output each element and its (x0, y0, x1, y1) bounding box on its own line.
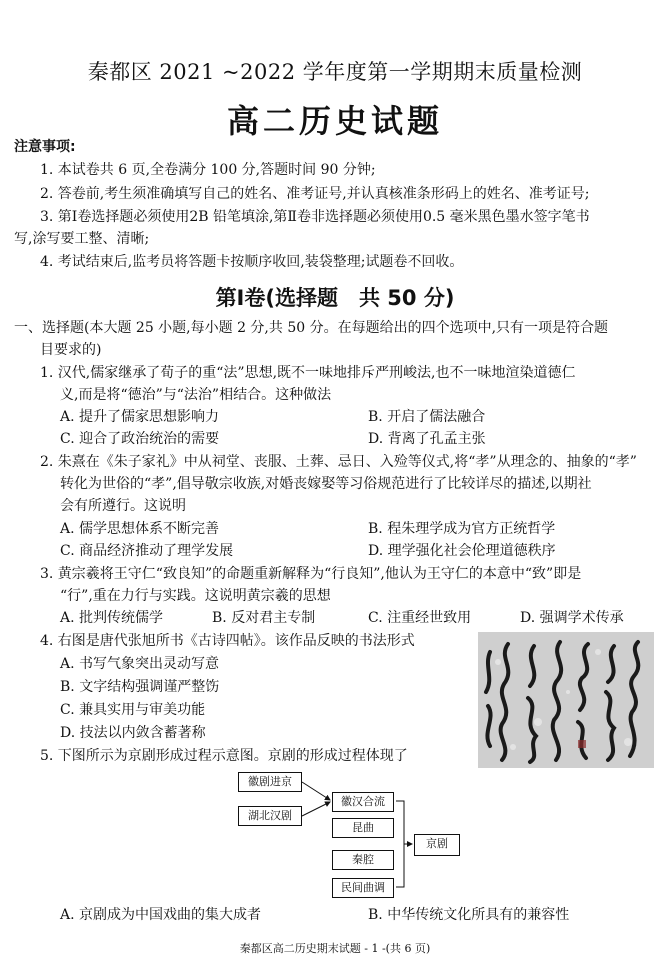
diagram-box-qinqiang: 秦腔 (332, 850, 394, 870)
q4-option-a: A. 书写气象突出灵动写意 (60, 656, 220, 672)
question-1-stem: 1. 汉代,儒家继承了荀子的重“法”思想,既不一味地排斥严刑峻法,也不一味地渲染道德仁 (40, 365, 576, 381)
question-2-stem: 转化为世俗的“孝”,倡导敬宗收族,对婚丧嫁娶等习俗规范进行了比较详尽的描述,以期社 (60, 476, 592, 492)
q1-option-b: B. 开启了儒法融合 (368, 409, 486, 425)
exam-header: 秦都区 2021 ~2022 学年度第一学期期末质量检测 (87, 60, 583, 84)
q3-option-c: C. 注重经世致用 (368, 610, 472, 626)
q1-option-a: A. 提升了儒家思想影响力 (60, 409, 220, 425)
diagram-arrows (230, 770, 460, 900)
q5-option-b: B. 中华传统文化所具有的兼容性 (368, 907, 570, 923)
calligraphy-image (478, 632, 654, 768)
q2-option-d: D. 理学强化社会伦理道德秩序 (368, 543, 556, 559)
question-3-stem: 3. 黄宗羲将王守仁“致良知”的命题重新解释为“行良知”,他认为王守仁的本意中“致”即是 (40, 566, 582, 582)
q4-option-d: D. 技法以内敛含蓄著称 (60, 725, 206, 741)
question-1-stem: 义,而是将“德治”与“法治”相结合。这种做法 (60, 387, 332, 403)
notice-item: 2. 答卷前,考生须准确填写自己的姓名、准考证号,并认真核准条形码上的姓名、准考证号; (40, 186, 590, 202)
question-5-stem: 5. 下图所示为京剧形成过程示意图。京剧的形成过程体现了 (40, 748, 408, 764)
q5-option-a: A. 京剧成为中国戏曲的集大成者 (60, 907, 262, 923)
notice-item: 写,涂写要工整、清晰; (14, 231, 150, 247)
exam-title: 高二历史试题 (226, 102, 443, 140)
diagram-box-hui-opera: 徽剧进京 (238, 772, 302, 792)
diagram-box-folk-tunes: 民间曲调 (332, 878, 394, 898)
q3-option-a: A. 批判传统儒学 (60, 610, 164, 626)
diagram-box-kunqu: 昆曲 (332, 818, 394, 838)
notice-item: 3. 第Ⅰ卷选择题必须使用2B 铅笔填涂,第Ⅱ卷非选择题必须使用0.5 毫米黑色墨水签字笔书 (40, 209, 590, 225)
q2-option-b: B. 程朱理学成为官方正统哲学 (368, 521, 556, 537)
question-2-stem: 2. 朱熹在《朱子家礼》中从祠堂、丧服、土葬、忌日、入殓等仪式,将“孝”从理念的、抽象的“孝” (40, 454, 637, 470)
q4-option-b: B. 文字结构强调谨严整饬 (60, 679, 220, 695)
part-intro: 目要求的) (40, 342, 102, 358)
notice-item: 4. 考试结束后,监考员将答题卡按顺序收回,装袋整理;试题卷不回收。 (40, 254, 464, 270)
section-heading: 第Ⅰ卷(选择题 共 50 分) (215, 286, 455, 310)
q1-option-d: D. 背离了孔孟主张 (368, 431, 486, 447)
page-footer: 秦都区高二历史期末试题 - 1 -(共 6 页) (239, 942, 431, 955)
diagram-box-han-opera: 湖北汉剧 (238, 806, 302, 826)
notice-heading: 注意事项: (14, 139, 76, 155)
q4-option-c: C. 兼具实用与审美功能 (60, 702, 206, 718)
q1-option-c: C. 迎合了政治统治的需要 (60, 431, 220, 447)
question-4-stem: 4. 右图是唐代张旭所书《古诗四帖》。该作品反映的书法形式 (40, 633, 415, 649)
diagram-box-peking-opera: 京剧 (414, 834, 460, 856)
diagram-box-merge: 徽汉合流 (332, 792, 394, 812)
question-2-stem: 会有所遵行。这说明 (60, 498, 186, 514)
q2-option-c: C. 商品经济推动了理学发展 (60, 543, 234, 559)
q3-option-b: B. 反对君主专制 (212, 610, 316, 626)
peking-opera-diagram (230, 770, 460, 900)
notice-item: 1. 本试卷共 6 页,全卷满分 100 分,答题时间 90 分钟; (40, 162, 376, 178)
q3-option-d: D. 强调学术传承 (520, 610, 624, 626)
part-intro: 一、选择题(本大题 25 小题,每小题 2 分,共 50 分。在每题给出的四个选项中,只有一项是符合题 (14, 320, 609, 336)
q2-option-a: A. 儒学思想体系不断完善 (60, 521, 220, 537)
question-3-stem: “行”,重在力行与实践。这说明黄宗羲的思想 (60, 588, 331, 604)
